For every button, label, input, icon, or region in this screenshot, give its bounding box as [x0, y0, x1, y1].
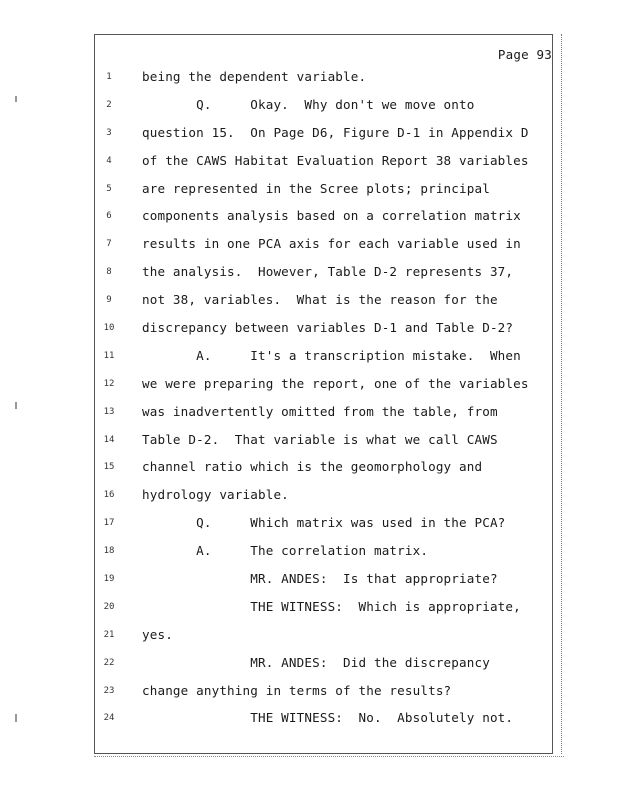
- transcript-line: [0, 597, 618, 625]
- line-number: 10: [103, 323, 115, 334]
- line-number: 14: [103, 434, 115, 445]
- transcript-line: [0, 625, 618, 653]
- line-number: 7: [106, 239, 112, 250]
- transcript-line: [0, 513, 618, 541]
- bottom-margin-rule: [94, 756, 564, 758]
- transcript-line: [0, 430, 618, 458]
- transcript-line: [0, 541, 618, 569]
- line-text: THE WITNESS: Which is appropriate,: [142, 598, 521, 614]
- transcript-line: [0, 374, 618, 402]
- line-number: 23: [103, 685, 115, 696]
- line-text: A. The correlation matrix.: [142, 543, 429, 559]
- line-number: 1: [106, 72, 112, 82]
- line-text: question 15. On Page D6, Figure D-1 in Appendix D: [142, 124, 529, 140]
- line-text: of the CAWS Habitat Evaluation Report 38 variables: [142, 152, 529, 168]
- line-number: 15: [103, 462, 115, 473]
- line-number: 18: [103, 546, 115, 557]
- line-text: channel ratio which is the geomorphology and: [142, 459, 483, 475]
- line-text: MR. ANDES: Did the discrepancy: [142, 654, 490, 670]
- line-number: 6: [106, 211, 112, 222]
- transcript-body: [0, 67, 618, 736]
- line-text: being the dependent variable.: [142, 69, 367, 84]
- line-text: not 38, variables. What is the reason for the: [142, 292, 498, 308]
- page-number: Page 93: [497, 47, 552, 62]
- line-number: 16: [103, 490, 115, 501]
- transcript-line: [0, 485, 618, 513]
- transcript-line: [0, 402, 618, 430]
- transcript-line: [0, 151, 618, 179]
- transcript-line: [0, 206, 618, 234]
- transcript-line: [0, 234, 618, 262]
- line-text: was inadvertently omitted from the table, from: [142, 403, 498, 419]
- transcript-line: [0, 708, 618, 736]
- transcript-line: [0, 290, 618, 318]
- line-text: the analysis. However, Table D-2 represents 37,: [142, 264, 514, 280]
- line-number: 3: [106, 127, 112, 138]
- transcript-line: [0, 681, 618, 709]
- line-number: 9: [106, 295, 112, 306]
- transcript-line: [0, 123, 618, 151]
- transcript-line: [0, 569, 618, 597]
- line-text: hydrology variable.: [142, 487, 289, 503]
- line-number: 13: [103, 406, 115, 417]
- line-text: Q. Okay. Why don't we move onto: [142, 96, 475, 112]
- line-number: 22: [103, 657, 115, 668]
- line-text: THE WITNESS: No. Absolutely not.: [142, 710, 514, 726]
- transcript-line: [0, 457, 618, 485]
- line-number: 5: [106, 183, 112, 194]
- line-number: 20: [103, 601, 115, 612]
- line-number: 2: [106, 99, 112, 110]
- line-text: Q. Which matrix was used in the PCA?: [142, 515, 506, 531]
- line-number: 8: [106, 267, 112, 278]
- line-number: 19: [103, 574, 115, 585]
- line-number: 24: [103, 713, 115, 724]
- transcript-line: [0, 318, 618, 346]
- transcript-line: [0, 346, 618, 374]
- line-text: A. It's a transcription mistake. When: [142, 347, 521, 363]
- line-number: 17: [103, 518, 115, 529]
- line-text: results in one PCA axis for each variable used in: [142, 236, 521, 252]
- line-text: Table D-2. That variable is what we call CAWS: [142, 431, 498, 447]
- transcript-line: [0, 95, 618, 123]
- transcript-line: [0, 262, 618, 290]
- line-number: 11: [103, 350, 115, 361]
- transcript-line: [0, 653, 618, 681]
- line-number: 12: [103, 378, 115, 389]
- line-number: 4: [106, 155, 112, 166]
- line-text: discrepancy between variables D-1 and Table D-2?: [142, 320, 514, 336]
- line-number: 21: [103, 629, 115, 640]
- line-text: are represented in the Scree plots; principal: [142, 180, 490, 196]
- line-text: MR. ANDES: Is that appropriate?: [142, 571, 498, 587]
- transcript-line: [0, 67, 618, 95]
- line-text: we were preparing the report, one of the variables: [142, 375, 529, 391]
- line-text: components analysis based on a correlation matrix: [142, 208, 521, 224]
- line-text: change anything in terms of the results?: [142, 682, 452, 698]
- line-text: yes.: [142, 626, 173, 642]
- transcript-line: [0, 179, 618, 207]
